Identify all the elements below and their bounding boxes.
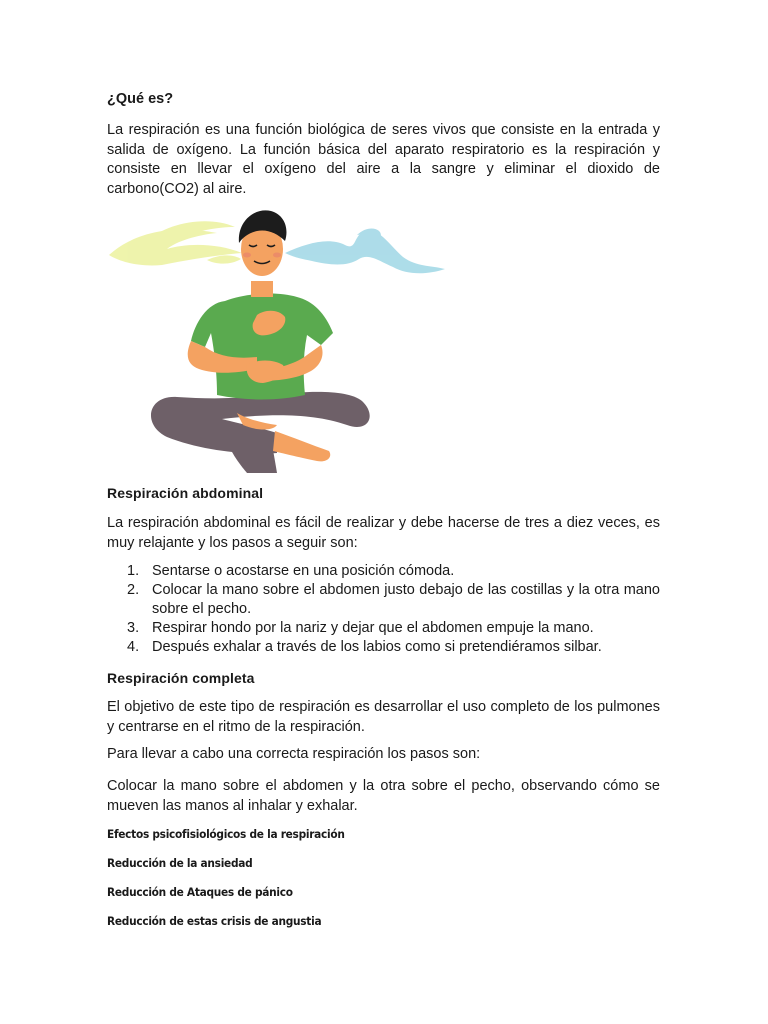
efecto-item: Reducción de estas crisis de angustia xyxy=(107,914,322,928)
section-heading-abdominal: Respiración abdominal xyxy=(107,485,264,501)
breathing-illustration xyxy=(107,205,447,475)
abdominal-intro-paragraph: La respiración abdominal es fácil de realizar y debe hacerse de tres a diez veces, es muy relajante y los pasos a seguir son: xyxy=(107,515,660,551)
efectos-heading: Efectos psicofisiológicos de la respiración xyxy=(107,827,345,841)
shirt xyxy=(191,294,333,400)
list-item xyxy=(107,562,660,581)
section-heading-completa: Respiración completa xyxy=(107,670,255,686)
inhale-breath-swirl xyxy=(109,221,242,265)
list-item-number: 1. xyxy=(127,563,140,579)
list-item-text: Sentarse o acostarse en una posición cómoda. xyxy=(152,563,455,579)
list-item xyxy=(107,619,660,638)
list-item xyxy=(107,638,660,657)
list-item-number: 4. xyxy=(127,639,140,655)
efecto-item: Reducción de la ansiedad xyxy=(107,856,253,870)
section-heading-que-es: ¿Qué es? xyxy=(107,91,174,107)
list-item-number: 3. xyxy=(127,620,140,636)
list-item-text: Colocar la mano sobre el abdomen justo debajo de las costillas y la otra mano sobre el pecho. xyxy=(152,582,660,617)
list-item-text: Respirar hondo por la nariz y dejar que el abdomen empuje la mano. xyxy=(152,620,594,636)
completa-paragraph-3: Colocar la mano sobre el abdomen y la otra sobre el pecho, observando cómo se mueven las manos al inhalar y exhalar. xyxy=(107,778,660,814)
exhale-breath-swirl xyxy=(285,228,445,273)
list-item-number: 2. xyxy=(127,582,140,598)
list-item xyxy=(107,581,660,619)
completa-paragraph-1: El objetivo de este tipo de respiración es desarrollar el uso completo de los pulmones y centrarse en el ritmo de la respiración. xyxy=(107,699,660,735)
definition-paragraph: La respiración es una función biológica de seres vivos que consiste en la entrada y salida de oxígeno. La función básica del aparato respiratorio es la respiración y consiste en llevar el oxígeno del aire a la sangre y eliminar el dioxido de carbono(CO2) al aire. xyxy=(107,122,660,197)
list-item-text: Después exhalar a través de los labios como si pretendiéramos silbar. xyxy=(152,639,602,655)
abdominal-steps-list xyxy=(107,562,660,657)
completa-paragraph-2: Para llevar a cabo una correcta respiración los pasos son: xyxy=(107,746,481,762)
feet xyxy=(273,431,330,461)
efecto-item: Reducción de Ataques de pánico xyxy=(107,885,293,899)
